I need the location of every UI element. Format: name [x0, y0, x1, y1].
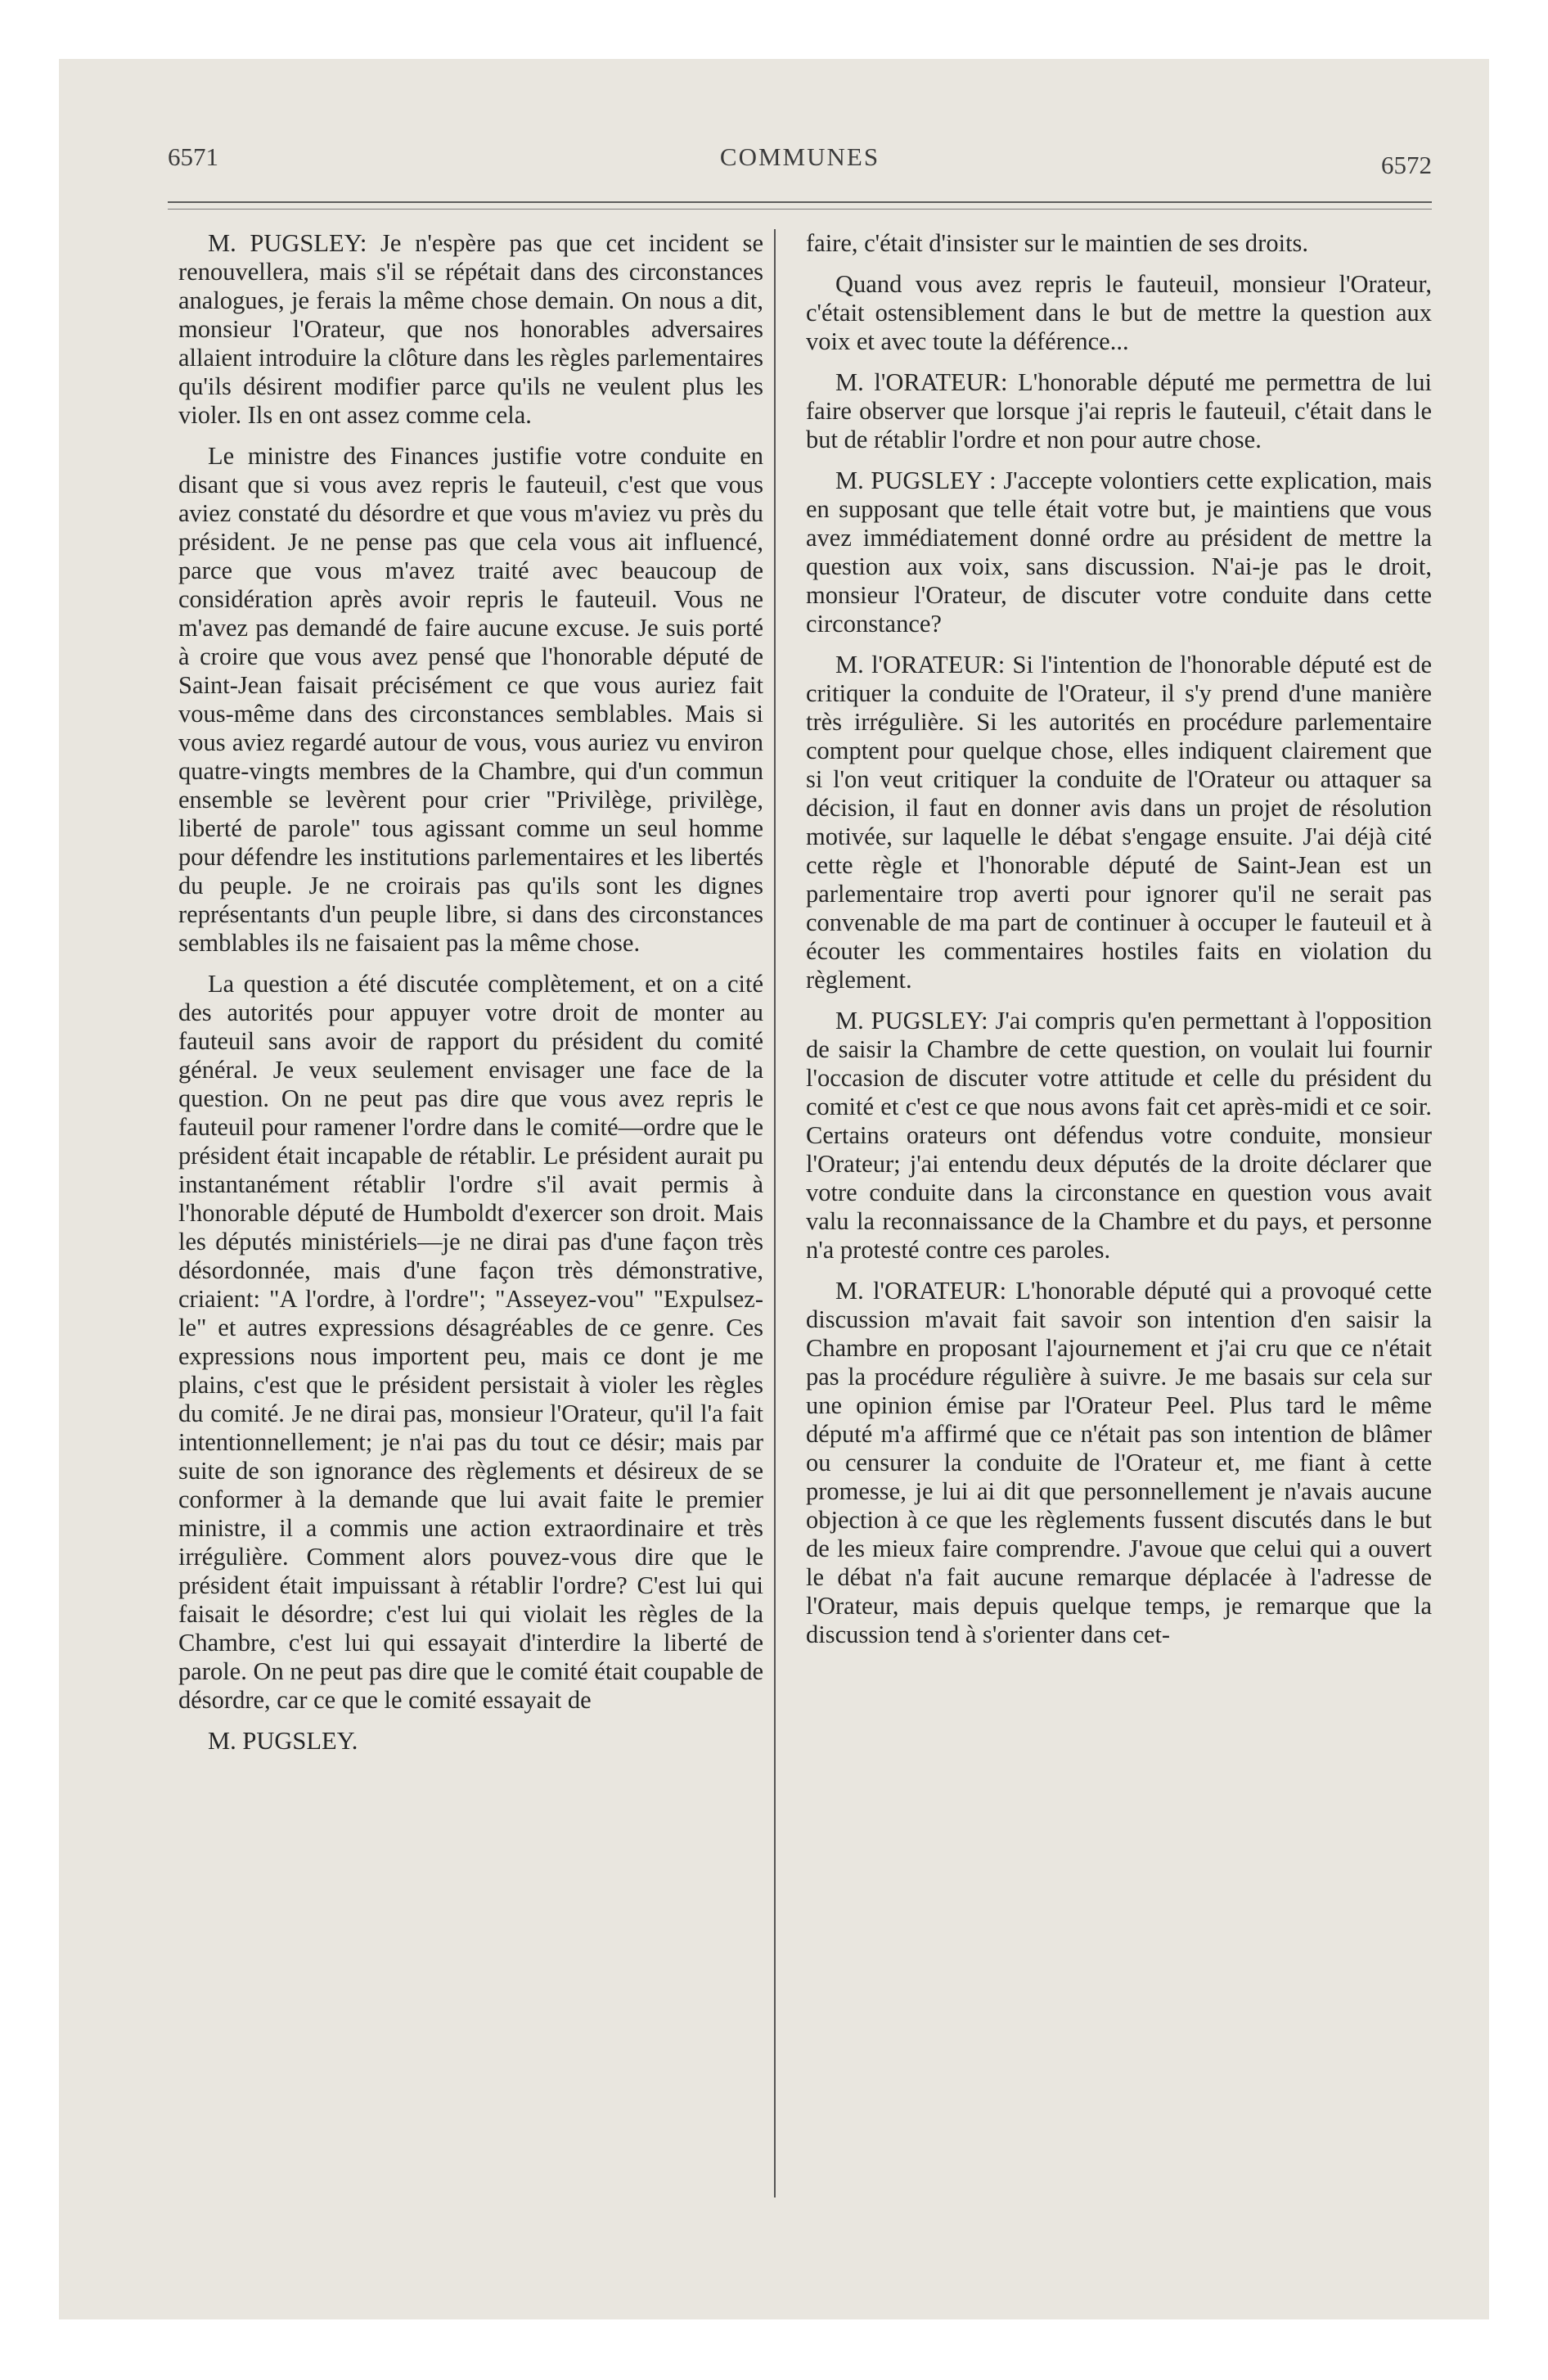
paragraph: M. l'ORATEUR: L'honorable député me permettra de lui faire observer que lorsque j'ai repris le fauteuil, c'était dans le but de rétablir l'ordre et non pour autre chose.	[806, 368, 1432, 453]
left-column	[178, 229, 763, 1756]
page-header	[168, 137, 1432, 178]
column-divider	[774, 229, 776, 2197]
paragraph: M. PUGSLEY: J'ai compris qu'en permettant à l'opposition de saisir la Chambre de cette question, on voulait lui fournir l'occasion de discuter votre attitude et celle du président du comité et c'est ce que nous avons fait cet après-midi et ce soir. Certains orateurs ont défendus votre conduite, monsieur l'Orateur; j'ai entendu deux députés de la droite déclarer que votre conduite dans la circonstance en question vous avait valu la reconnaissance de la Chambre et du pays, et personne n'a protesté contre ces paroles.	[806, 1007, 1432, 1264]
page-number-left: 6571	[168, 142, 218, 171]
paragraph-continued: faire, c'était d'insister sur le maintien de ses droits.	[806, 229, 1309, 257]
paragraph: Quand vous avez repris le fauteuil, monsieur l'Orateur, c'était ostensiblement dans le but de mettre la question aux voix et avec toute la déférence...	[806, 270, 1432, 355]
header-rule-thin	[168, 209, 1432, 210]
paragraph: M. PUGSLEY: Je n'espère pas que cet incident se renouvellera, mais s'il se répétait dans des circonstances analogues, je ferais la même chose demain. On nous a dit, monsieur l'Orateur, que nos honorables adversaires allaient introduire la clôture dans les règles parlementaires qu'ils désirent modifier parce qu'ils ne veulent plus les violer. Ils en ont assez comme cela.	[178, 229, 763, 429]
header-rule	[168, 201, 1432, 203]
speaker-signature: M. PUGSLEY.	[208, 1727, 358, 1755]
paragraph: M. l'ORATEUR: L'honorable député qui a provoqué cette discussion m'avait fait savoir son intention d'en saisir la Chambre en proposant l'ajournement et j'ai cru que ce n'était pas la procédure régulière à suivre. Je me basais sur cela sur une opinion émise par l'Orateur Peel. Plus tard le même député m'a affirmé que ce n'était pas son intention de blâmer ou censurer la conduite de l'Orateur et, me fiant à cette promesse, je lui ai dit que personnellement je n'avais aucune objection à ce que les règlements fussent discutés dans le but de les mieux faire comprendre. J'avoue que celui qui a ouvert le débat n'a fait aucune remarque déplacée à l'adresse de l'Orateur, mais depuis quelque temps, je remarque que la discussion tend à s'orienter dans cet-	[806, 1277, 1432, 1648]
paragraph: M. l'ORATEUR: Si l'intention de l'honorable député est de critiquer la conduite de l'Orateur, il s'y prend d'une manière très irrégulière. Si les autorités en procédure parlementaire comptent pour quelque chose, elles indiquent clairement que si l'on veut critiquer la conduite de l'Orateur ou attaquer sa décision, il faut en donner avis dans un projet de résolution motivée, sur laquelle le débat s'engage ensuite. J'ai déjà cité cette règle et l'honorable député de Saint-Jean est un parlementaire trop averti pour ignorer qu'il ne serait pas convenable de ma part de continuer à occuper le fauteuil et à écouter les commentaires hostiles faits en violation du règlement.	[806, 651, 1432, 994]
paragraph: Le ministre des Finances justifie votre conduite en disant que si vous avez repris le fauteuil, c'est que vous aviez constaté du désordre et que vous m'aviez vu près du président. Je ne pense pas que cela vous ait influencé, parce que vous m'avez traité avec beaucoup de considération après avoir repris le fauteuil. Vous ne m'avez pas demandé de faire aucune excuse. Je suis porté à croire que vous avez pensé que l'honorable député de Saint-Jean faisait précisément ce que vous auriez fait vous-même dans des circonstances semblables. Mais si vous aviez regardé autour de vous, vous auriez vu environ quatre-vingts membres de la Chambre, qui d'un commun ensemble se levèrent pour crier "Privilège, privilège, liberté de parole" tous agissant comme un seul homme pour défendre les institutions parlementaires et les libertés du peuple. Je ne croirais pas qu'ils sont les dignes représentants d'un peuple libre, si dans des circonstances semblables ils ne faisaient pas la même chose.	[178, 442, 763, 957]
paragraph: La question a été discutée complètement, et on a cité des autorités pour appuyer votre droit de monter au fauteuil sans avoir de rapport du président du comité général. Je veux seulement envisager une face de la question. On ne peut pas dire que vous avez repris le fauteuil pour ramener l'ordre dans le comité—ordre que le président était incapable de rétablir. Le président aurait pu instantanément rétablir l'ordre s'il avait permis à l'honorable député de Humboldt d'exercer son droit. Mais les députés ministériels—je ne dirai pas d'une façon très désordonnée, mais d'une façon très démonstrative, criaient: "A l'ordre, à l'ordre"; "Asseyez-vou" "Expulsez-le" et autres expressions désagréables de ce genre. Ces expressions nous importent peu, mais ce dont je me plains, c'est que le président persistait à violer les règles du comité. Je ne dirai pas, monsieur l'Orateur, qu'il l'a fait intentionnellement; je n'ai pas du tout ce désir; mais par suite de son ignorance des règlements et désireux de se conformer à la demande que lui avait faite le premier ministre, il a commis une action extraordinaire et très irrégulière. Comment alors pouvez-vous dire que le président était impuissant à rétablir l'ordre? C'est lui qui faisait le désordre; c'est lui qui violait les règles de la Chambre, c'est lui qui essayait d'interdire la liberté de parole. On ne peut pas dire que le comité était coupable de désordre, car ce que le comité essayait de	[178, 970, 763, 1714]
right-column	[806, 229, 1432, 1661]
running-head: COMMUNES	[719, 142, 880, 171]
paragraph: M. PUGSLEY : J'accepte volontiers cette explication, mais en supposant que telle était votre but, je maintiens que vous avez immédiatement donné ordre au président de mettre la question aux voix, sans discussion. N'ai-je pas le droit, monsieur l'Orateur, de discuter votre conduite dans cette circonstance?	[806, 467, 1432, 638]
page-number-right: 6572	[1381, 151, 1432, 179]
